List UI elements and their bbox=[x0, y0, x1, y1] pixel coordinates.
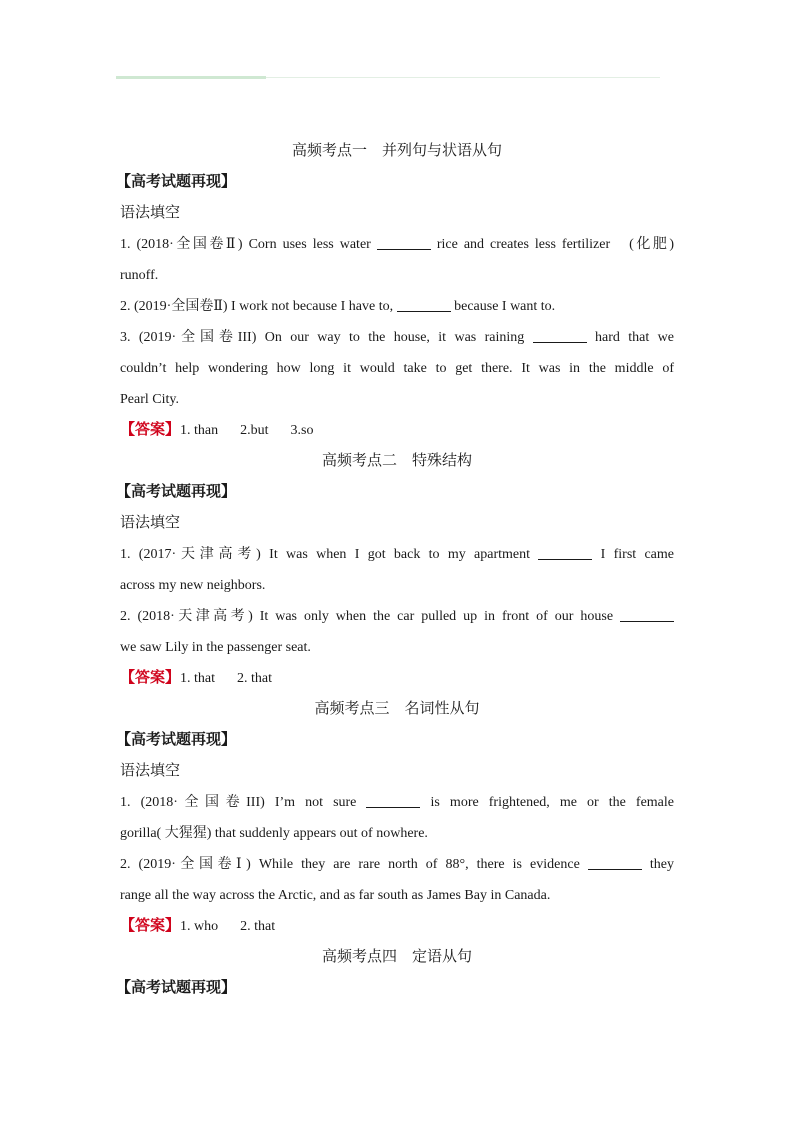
header-accent-bar bbox=[116, 76, 266, 79]
question-text: 2. (2019·全国卷Ⅰ) While they are rare north of 88°, there is evidence bbox=[120, 857, 588, 872]
question-text: 1. (2018·全国卷Ⅱ) Corn uses less water bbox=[120, 237, 377, 252]
answer-blank bbox=[366, 793, 420, 808]
answer-item: 2. that bbox=[240, 919, 276, 934]
question-line bbox=[120, 353, 674, 384]
question-line bbox=[120, 632, 674, 663]
section-title: 高频考点二 特殊结构 bbox=[321, 453, 472, 469]
answer-label: 【答案】 bbox=[120, 670, 181, 686]
question-text: is more frightened, me or the female bbox=[420, 795, 674, 810]
question-text: because I want to. bbox=[450, 299, 556, 314]
question-text: across my new neighbors. bbox=[120, 578, 266, 593]
question-line bbox=[120, 539, 674, 570]
question-text: gorilla( 大猩猩) that suddenly appears out of nowhere. bbox=[120, 826, 428, 841]
question-line bbox=[120, 291, 674, 322]
answer-blank bbox=[620, 607, 674, 622]
header-rule bbox=[116, 76, 660, 79]
question-line bbox=[120, 570, 674, 601]
question-line bbox=[120, 229, 674, 260]
section-title: 高频考点一 并列句与状语从句 bbox=[291, 143, 502, 159]
exercise-type: 语法填空 bbox=[120, 515, 181, 531]
question-text: they bbox=[641, 857, 674, 872]
question-line bbox=[120, 818, 674, 849]
answer-row bbox=[120, 911, 674, 942]
answer-blank bbox=[538, 545, 592, 560]
question-text: 1. (2018·全国卷III) I’m not sure bbox=[120, 795, 367, 810]
question-text: rice and creates less fertilizer (化肥) bbox=[430, 237, 674, 252]
section-bracket-heading bbox=[116, 725, 674, 756]
answer-item: 2.but bbox=[240, 423, 269, 438]
question-text: we saw Lily in the passenger seat. bbox=[120, 640, 311, 655]
bracket-label: 【高考试题再现】 bbox=[116, 980, 237, 996]
question-line bbox=[120, 601, 674, 632]
answer-item: 1. who bbox=[180, 919, 219, 934]
question-text: couldn’t help wondering how long it would take to get there. It was in the middle of bbox=[120, 361, 674, 376]
question-line bbox=[120, 787, 674, 818]
question-text: 1. (2017·天津高考) It was when I got back to my apartment bbox=[120, 547, 539, 562]
answer-blank bbox=[533, 328, 587, 343]
exercise-type: 语法填空 bbox=[120, 763, 181, 779]
question-line bbox=[120, 322, 674, 353]
question-text: range all the way across the Arctic, and as far south as James Bay in Canada. bbox=[120, 888, 551, 903]
question-text: I first came bbox=[592, 547, 675, 562]
bracket-label: 【高考试题再现】 bbox=[116, 732, 237, 748]
header-divider-line bbox=[266, 77, 660, 78]
question-line bbox=[120, 384, 674, 415]
exercise-type: 语法填空 bbox=[120, 205, 181, 221]
question-line bbox=[120, 260, 674, 291]
answer-item: 3.so bbox=[290, 423, 314, 438]
question-line bbox=[120, 849, 674, 880]
answer-item: 1. than bbox=[180, 423, 219, 438]
answer-label: 【答案】 bbox=[120, 918, 181, 934]
question-text: runoff. bbox=[120, 268, 159, 283]
bracket-label: 【高考试题再现】 bbox=[116, 484, 237, 500]
answer-blank bbox=[377, 235, 431, 250]
answer-row bbox=[120, 415, 674, 446]
document-body bbox=[116, 136, 675, 1004]
answer-label: 【答案】 bbox=[120, 422, 181, 438]
section-title: 高频考点四 定语从句 bbox=[321, 949, 472, 965]
question-text: Pearl City. bbox=[120, 392, 179, 407]
answer-row bbox=[120, 663, 674, 694]
section-bracket-heading bbox=[116, 167, 674, 198]
question-text: hard that we bbox=[586, 330, 674, 345]
bracket-label: 【高考试题再现】 bbox=[116, 174, 237, 190]
answer-blank bbox=[397, 297, 451, 312]
section-bracket-heading bbox=[116, 973, 674, 1004]
answer-item: 2. that bbox=[237, 671, 273, 686]
question-line bbox=[120, 880, 674, 911]
question-text: 2. (2019·全国卷Ⅱ) I work not because I have to, bbox=[120, 299, 397, 314]
answer-blank bbox=[588, 855, 642, 870]
section-title: 高频考点三 名词性从句 bbox=[314, 701, 480, 717]
answer-item: 1. that bbox=[180, 671, 216, 686]
question-text: 2. (2018·天津高考) It was only when the car pulled up in front of our house bbox=[120, 609, 620, 624]
section-bracket-heading bbox=[116, 477, 674, 508]
question-text: 3. (2019·全国卷III) On our way to the house, it was raining bbox=[120, 330, 533, 345]
